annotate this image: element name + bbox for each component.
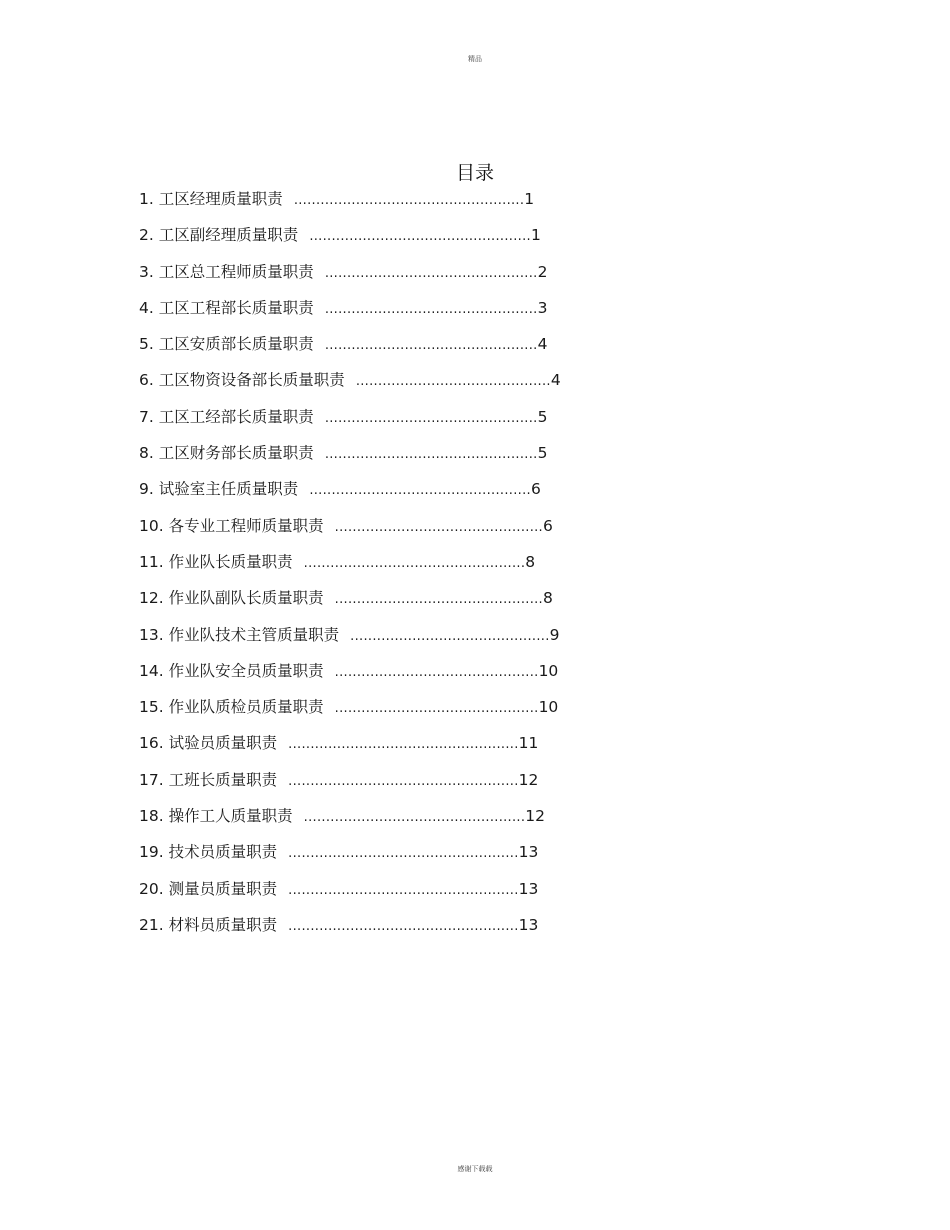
toc-entry-page: 11	[518, 734, 539, 753]
page-title: 目录	[455, 162, 494, 184]
toc-entry-leader: ....................................................	[288, 918, 519, 934]
toc-entry-leader: ....................................................	[293, 193, 525, 208]
toc-entry-number: 16.	[139, 734, 164, 753]
toc-entry-leader: ....................................................	[288, 846, 519, 862]
toc-entry-leader: ............................................	[355, 374, 551, 390]
toc-entry-label: 作业队技术主管质量职责	[168, 625, 340, 644]
toc-entry[interactable]	[139, 585, 561, 621]
toc-entry-page: 13	[518, 915, 539, 934]
toc-entry-label: 工区工经部长质量职责	[158, 407, 314, 426]
toc-entry-label: 工区财务部长质量职责	[158, 444, 314, 463]
toc-entry[interactable]	[139, 476, 561, 512]
toc-entry-leader: ..............................................	[334, 701, 539, 717]
toc-entry[interactable]	[139, 259, 561, 295]
toc-entry-page: 5	[537, 444, 548, 463]
toc-entry-page: 8	[525, 552, 536, 571]
toc-entry-label: 技术员质量职责	[168, 843, 278, 862]
toc-entry-label: 试验室主任质量职责	[158, 480, 299, 499]
toc-entry-number: 7.	[139, 407, 154, 426]
toc-entry-leader: ...............................................	[334, 519, 543, 535]
toc-entry-page: 4	[537, 335, 548, 354]
toc-entry-label: 工区经理质量职责	[158, 190, 283, 208]
toc-entry[interactable]	[139, 803, 561, 839]
toc-entry-leader: ................................................	[324, 301, 538, 317]
toc-entry[interactable]	[139, 694, 561, 730]
toc-entry-number: 3.	[139, 262, 154, 281]
toc-entry-leader: ..................................................	[303, 555, 526, 571]
toc-entry-leader: ................................................	[324, 410, 538, 426]
toc-entry-number: 21.	[139, 915, 164, 934]
toc-entry-number: 2.	[139, 226, 154, 245]
toc-entry[interactable]	[139, 295, 561, 331]
toc-entry-label: 工区物资设备部长质量职责	[158, 371, 345, 390]
toc-entry-number: 10.	[139, 516, 164, 535]
toc-entry-label: 工区工程部长质量职责	[158, 298, 314, 317]
toc-entry-leader: ..............................................	[334, 664, 539, 680]
toc-entry-leader: ..................................................	[309, 483, 531, 499]
toc-entry-leader: ..................................................	[303, 810, 526, 826]
toc-entry-leader: ....................................................	[288, 773, 519, 789]
toc-entry-number: 1.	[139, 190, 154, 208]
toc-entry-page: 6	[530, 480, 541, 499]
toc-entry-label: 工班长质量职责	[168, 770, 278, 789]
footer-watermark: 感谢下载载	[457, 1165, 493, 1173]
toc-entry-page: 12	[518, 770, 539, 789]
toc-entry-leader: ...............................................	[334, 592, 543, 608]
toc-entry[interactable]	[139, 730, 561, 766]
toc-entry-label: 工区总工程师质量职责	[158, 262, 314, 281]
toc-entry[interactable]	[139, 440, 561, 476]
toc-entry-leader: ....................................................	[288, 882, 519, 898]
toc-entry[interactable]	[139, 658, 561, 694]
toc-entry[interactable]	[139, 839, 561, 875]
toc-entry-page: 10	[538, 661, 559, 680]
toc-entry-page: 5	[537, 407, 548, 426]
header-watermark: 精品	[468, 55, 482, 63]
toc-entry-page: 4	[550, 371, 561, 390]
toc-entry[interactable]	[139, 622, 561, 658]
toc-entry-leader: ................................................	[324, 338, 538, 354]
toc-entry-number: 17.	[139, 770, 164, 789]
toc-entry[interactable]	[139, 549, 561, 585]
toc-entry[interactable]	[139, 331, 561, 367]
toc-entry-number: 4.	[139, 298, 154, 317]
toc-entry[interactable]	[139, 367, 561, 403]
toc-entry-number: 5.	[139, 335, 154, 354]
toc-entry-label: 测量员质量职责	[168, 879, 278, 898]
toc-entry-page: 1	[524, 190, 535, 208]
toc-entry-label: 工区安质部长质量职责	[158, 335, 314, 354]
toc-entry-label: 各专业工程师质量职责	[168, 516, 324, 535]
table-of-contents	[139, 186, 561, 948]
toc-entry-number: 19.	[139, 843, 164, 862]
toc-entry-number: 6.	[139, 371, 154, 390]
toc-entry-number: 11.	[139, 552, 164, 571]
toc-entry-number: 13.	[139, 625, 164, 644]
toc-entry-number: 8.	[139, 444, 154, 463]
toc-entry-page: 2	[537, 262, 548, 281]
toc-entry-page: 13	[518, 879, 539, 898]
toc-entry-page: 8	[543, 589, 553, 608]
toc-entry-page: 13	[518, 843, 539, 862]
toc-entry[interactable]	[139, 222, 561, 258]
toc-entry-label: 作业队副队长质量职责	[168, 589, 324, 608]
toc-entry-leader: ................................................	[324, 265, 538, 281]
toc-entry[interactable]	[139, 912, 561, 948]
toc-entry-page: 3	[537, 298, 548, 317]
toc-entry[interactable]	[139, 767, 561, 803]
toc-entry[interactable]	[139, 404, 561, 440]
toc-entry-number: 9.	[139, 480, 154, 499]
toc-entry-page: 1	[530, 226, 541, 245]
toc-entry[interactable]	[139, 513, 561, 549]
toc-entry-number: 14.	[139, 661, 164, 680]
toc-entry-label: 试验员质量职责	[168, 734, 278, 753]
toc-entry-label: 作业队质检员质量职责	[168, 698, 324, 717]
toc-entry-number: 20.	[139, 879, 164, 898]
toc-entry-number: 12.	[139, 589, 164, 608]
toc-entry-label: 材料员质量职责	[168, 915, 278, 934]
toc-entry-page: 10	[538, 698, 559, 717]
toc-entry-page: 6	[543, 516, 553, 535]
toc-entry-leader: ................................................	[324, 447, 538, 463]
toc-entry[interactable]	[139, 876, 561, 912]
toc-entry-label: 操作工人质量职责	[168, 807, 293, 826]
toc-entry-leader: .............................................	[350, 628, 550, 644]
toc-entry-label: 作业队安全员质量职责	[168, 661, 324, 680]
toc-entry[interactable]	[139, 186, 561, 222]
toc-entry-leader: ....................................................	[288, 737, 519, 753]
toc-entry-page: 12	[525, 807, 546, 826]
toc-entry-page: 9	[549, 625, 560, 644]
toc-entry-leader: ..................................................	[309, 229, 531, 245]
toc-entry-label: 作业队长质量职责	[168, 552, 293, 571]
toc-entry-label: 工区副经理质量职责	[158, 226, 299, 245]
toc-entry-number: 18.	[139, 807, 164, 826]
toc-entry-number: 15.	[139, 698, 164, 717]
